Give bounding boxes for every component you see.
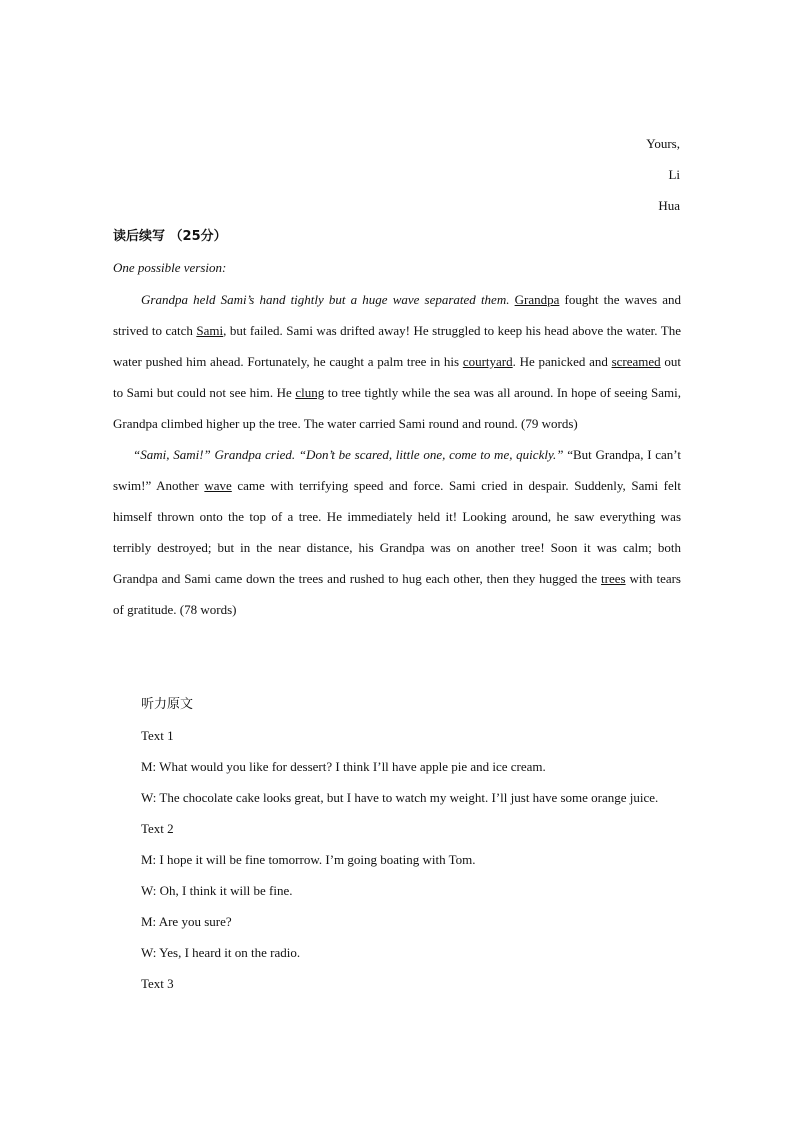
- version-intro: One possible version:: [113, 260, 227, 275]
- p2-opening-dialogue: “Sami, Sami!” Grandpa cried. “Don’t be scared, little one, come to me, quickly.”: [133, 447, 564, 462]
- p1-text: out to Sami but could not see him. He: [113, 354, 681, 400]
- text2-line-w1: W: Oh, I think it will be fine.: [141, 883, 293, 898]
- closing-yours: Yours,: [646, 136, 680, 151]
- p2-text: “But Grandpa, I can’t swim!” Another: [113, 447, 681, 493]
- p2-text: came with terrifying speed and force. Sami cried in despair. Suddenly, Sami felt himself thrown onto the top of a tree. He immediately held it! Looking around, he saw everything was terribly destroyed; but in the near distance, his Grandpa was on another tree! Soon it was calm; both Grandpa and Sami came down the trees and rushed to hug each other, then they hugged the: [113, 478, 681, 586]
- essay-paragraph-1: [113, 284, 681, 439]
- text2-line-m1: M: I hope it will be fine tomorrow. I’m going boating with Tom.: [141, 852, 476, 867]
- p2-underline-trees: trees: [601, 571, 626, 586]
- p1-underline-courtyard: courtyard: [462, 354, 513, 369]
- section-title: 读后续写 （25分）: [113, 229, 227, 244]
- p1-text: . He panicked and: [512, 354, 612, 369]
- p1-text: fought the waves and strived to catch: [113, 292, 681, 338]
- p1-text: , but failed. Sami was drifted away! He struggled to keep his head above the water. The water pushed him ahead. Fortunately, he caught a palm tree in his: [113, 323, 681, 369]
- p1-underline-clung: clung: [295, 385, 325, 400]
- text1-line-w: W: The chocolate cake looks great, but I have to watch my weight. I’ll just have some orange juice.: [141, 790, 659, 805]
- p1-underline-sami: Sami: [196, 323, 224, 338]
- closing-name-hua: Hua: [658, 198, 680, 213]
- text3-label: Text 3: [141, 976, 174, 991]
- essay-paragraph-2: [113, 439, 681, 625]
- text2-line-m2: M: Are you sure?: [141, 914, 232, 929]
- text2-label: Text 2: [141, 821, 174, 836]
- text2-line-w2: W: Yes, I heard it on the radio.: [141, 945, 301, 960]
- p2-underline-wave: wave: [204, 478, 232, 493]
- closing-name-li: Li: [668, 167, 680, 182]
- listening-title: 听力原文: [141, 697, 194, 712]
- p1-text: to tree tightly while the sea was all around. In hope of seeing Sami, Grandpa climbed higher up the tree. The water carried Sami round and round. (79 words): [113, 385, 682, 431]
- p2-text: with tears of gratitude. (78 words): [113, 571, 681, 617]
- p1-opening-sentence: Grandpa held Sami’s hand tightly but a huge wave separated them.: [141, 292, 510, 307]
- p1-underline-screamed: screamed: [611, 354, 661, 369]
- p1-underline-grandpa: Grandpa: [514, 292, 560, 307]
- essay-body: [113, 284, 681, 625]
- text1-line-m: M: What would you like for dessert? I think I’ll have apple pie and ice cream.: [141, 759, 546, 774]
- text1-label: Text 1: [141, 728, 174, 743]
- listening-transcript: [113, 689, 681, 999]
